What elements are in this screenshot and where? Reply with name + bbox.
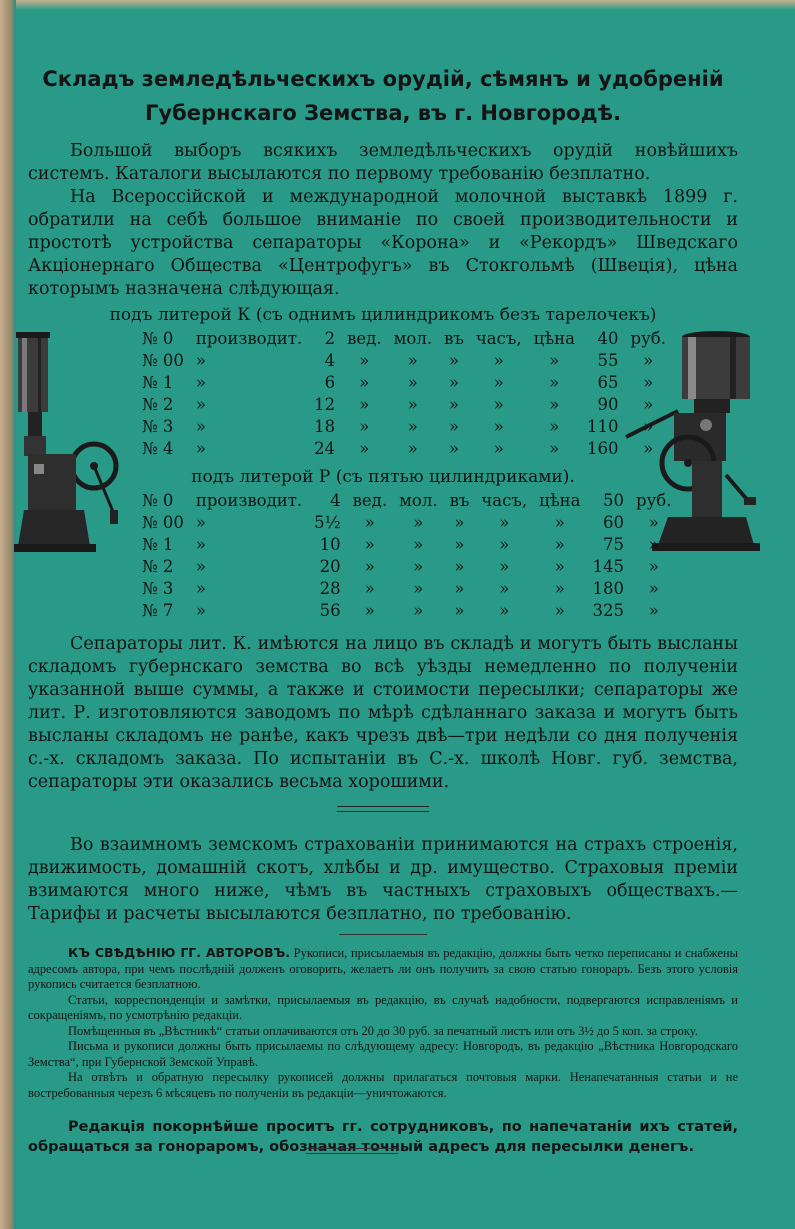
price-row	[136, 511, 677, 533]
price-row	[136, 393, 672, 415]
price-cell-a: »	[195, 350, 206, 370]
price-cell-price: 110	[587, 416, 619, 436]
price-cell-u4: »	[493, 438, 504, 458]
price-cell-u4: »	[493, 394, 504, 414]
price-cell-a: »	[195, 578, 206, 598]
authors-p5: На отвѣтъ и обратную пересылку рукописей должны прилагаться почтовыя марки. Ненапечатанныя статьи и не востребованныя черезъ 6 мѣсяцевъ по полученіи въ редакціи—уничтожаются.	[28, 1070, 738, 1100]
price-cell-u2: »	[407, 372, 418, 392]
price-cell-price: 160	[587, 438, 619, 458]
price-cell-u5: »	[554, 534, 565, 554]
price-cell-price: 55	[597, 350, 619, 370]
price-cell-no: № 3	[142, 578, 174, 598]
price-cell-price: 145	[592, 556, 625, 576]
price-cell-u4: »	[493, 350, 504, 370]
price-cell-u3: »	[454, 512, 465, 532]
price-cell-u3: »	[448, 438, 460, 458]
price-cell-u3: »	[454, 534, 465, 554]
price-cell-u5: »	[549, 372, 560, 392]
price-cell-a: »	[195, 372, 206, 392]
page-content	[28, 62, 738, 1157]
price-cell-cur: »	[643, 438, 654, 458]
price-cell-u4: часъ,	[475, 328, 522, 348]
price-cell-cur: »	[648, 578, 659, 598]
price-cell-no: № 3	[142, 416, 174, 436]
price-cell-u5: цѣна	[539, 490, 581, 510]
price-cell-u1: »	[364, 600, 375, 620]
insurance-paragraph: Во взаимномъ земскомъ страхованіи принимаются на страхъ строенія, движимость, домашній скотъ, хлѣбы и др. имущество. Страховыя преміи взимаются много ниже, чѣмъ въ частныхъ страховыхъ обществахъ.—Тарифы и расчеты высылаются безплатно, по требованію.	[28, 835, 738, 924]
price-cell-u1: »	[359, 372, 370, 392]
price-cell-u4: »	[499, 578, 510, 598]
price-cell-u1: »	[364, 534, 375, 554]
price-cell-cur: руб.	[636, 490, 672, 510]
authors-lead: КЪ СВѢДѢНІЮ ГГ. АВТОРОВЪ.	[68, 945, 291, 960]
price-cell-u3: въ	[444, 328, 464, 348]
price-cell-no: № 7	[142, 600, 174, 620]
price-cell-a: »	[195, 556, 206, 576]
price-cell-u4: »	[499, 534, 510, 554]
price-row	[136, 489, 677, 511]
bottom-rule	[306, 1148, 398, 1154]
price-cell-no: № 2	[142, 556, 174, 576]
page-binding-edge	[0, 0, 16, 1229]
price-cell-no: № 4	[142, 438, 174, 458]
price-cell-u1: »	[364, 512, 375, 532]
price-row	[136, 415, 672, 437]
price-cell-u4: »	[499, 600, 510, 620]
price-cell-a: »	[195, 394, 206, 414]
price-cell-u4: »	[499, 556, 510, 576]
price-cell-price: 60	[603, 512, 625, 532]
price-table-p	[136, 489, 677, 621]
price-cell-u4: часъ,	[481, 490, 528, 510]
price-cell-u2: мол.	[393, 328, 433, 348]
price-cell-u1: »	[364, 556, 375, 576]
closing-notice: Редакція покорнѣйше проситъ гг. сотрудниковъ, по напечатаніи ихъ статей, обращаться за гонораромъ, обозначая точный адресъ для пересылки денегъ.	[28, 1119, 738, 1155]
price-cell-a: »	[195, 416, 206, 436]
price-cell-cur: »	[648, 556, 659, 576]
price-cell-u3: »	[454, 600, 465, 620]
price-cell-v: 56	[319, 600, 341, 620]
price-cell-cur: »	[643, 416, 654, 436]
page-title: Складъ земледѣльческихъ орудій, сѣмянъ и удобреній Губернскаго Земства, въ г. Новгородѣ.	[42, 67, 724, 125]
price-cell-price: 325	[592, 600, 625, 620]
price-cell-price: 90	[597, 394, 619, 414]
price-cell-price: 40	[597, 328, 619, 348]
price-cell-cur: »	[643, 394, 654, 414]
price-row	[136, 371, 672, 393]
price-row	[136, 437, 672, 459]
price-cell-u1: »	[364, 578, 375, 598]
price-cell-u5: »	[549, 350, 560, 370]
price-cell-u1: вед.	[352, 490, 388, 510]
price-cell-u4: »	[493, 372, 504, 392]
price-cell-cur: »	[643, 372, 654, 392]
price-table-k	[136, 327, 672, 459]
price-cell-u2: »	[407, 416, 418, 436]
authors-p1: Рукописи, присылаемыя въ редакцію, должны быть четко переписаны и снабжены адресомъ автора, при чемъ послѣдній долженъ оговорить, желаетъ ли онъ получить за свою статью гонораръ. Безъ этого условія рукопись считается безплатною.	[28, 946, 739, 991]
price-cell-price: 180	[592, 578, 625, 598]
price-cell-cur: »	[648, 600, 659, 620]
price-cell-no: № 0	[142, 490, 174, 510]
price-cell-no: № 1	[142, 534, 174, 554]
authors-p3: Помѣщенныя въ „Вѣстникѣ“ статьи оплачиваются отъ 20 до 30 руб. за печатный листъ или отъ 3½ до 5 коп. за строку.	[68, 1023, 698, 1038]
price-cell-v: 5½	[314, 512, 341, 532]
price-cell-price: 50	[603, 490, 625, 510]
price-cell-u1: »	[359, 394, 370, 414]
price-cell-u5: »	[554, 578, 565, 598]
price-cell-cur: »	[648, 534, 659, 554]
price-cell-price: 75	[603, 534, 625, 554]
price-cell-v: 20	[319, 556, 341, 576]
price-cell-a: »	[195, 534, 206, 554]
price-cell-u1: »	[359, 350, 370, 370]
section-divider	[337, 806, 429, 812]
intro-paragraph: Большой выборъ всякихъ земледѣльческихъ орудій новѣйшихъ системъ. Каталоги высылаются по первому требованію безплатно.	[28, 141, 738, 184]
price-cell-u4: »	[493, 416, 504, 436]
price-cell-no: № 00	[142, 512, 184, 532]
price-cell-u5: »	[549, 394, 560, 414]
price-cell-v: 6	[324, 372, 336, 392]
price-cell-u3: въ	[449, 490, 470, 510]
authors-notice	[28, 945, 738, 1101]
price-cell-u2: мол.	[399, 490, 438, 510]
price-cell-u2: »	[413, 600, 424, 620]
authors-p2: Статьи, корреспонденціи и замѣтки, присылаемыя въ редакцію, въ случаѣ надобности, подвергаются исправленіямъ и сокращеніямъ, по усмотрѣнію редакціи.	[28, 992, 738, 1022]
price-cell-u3: »	[448, 394, 460, 414]
price-cell-u5: »	[554, 600, 565, 620]
price-cell-no: № 0	[142, 328, 174, 348]
short-rule	[339, 934, 427, 935]
exhibition-paragraph: На Всероссійской и международной молочной выставкѣ 1899 г. обратили на себѣ большое вниманіе по своей производительности и простотѣ устройства сепараторы «Корона» и «Рекордъ» Шведскаго Акціонернаго Общества «Центрофугъ» въ Стокгольмѣ (Швеція), цѣна которымъ назначена слѣдующая.	[28, 187, 738, 299]
price-cell-u3: »	[454, 578, 465, 598]
price-cell-v: 2	[324, 328, 336, 348]
price-cell-v: 18	[314, 416, 336, 436]
page-top-edge	[0, 0, 795, 10]
price-cell-u2: »	[413, 534, 424, 554]
price-cell-cur: руб.	[630, 328, 666, 348]
price-cell-v: 10	[319, 534, 341, 554]
price-cell-no: № 1	[142, 372, 174, 392]
price-cell-u2: »	[413, 578, 424, 598]
price-cell-a: »	[195, 512, 206, 532]
price-cell-price: 65	[597, 372, 619, 392]
price-cell-a: »	[195, 600, 206, 620]
price-cell-no: № 2	[142, 394, 174, 414]
price-cell-cur: »	[648, 512, 659, 532]
price-row	[136, 555, 677, 577]
price-cell-u5: »	[549, 438, 560, 458]
price-cell-a: производит.	[195, 490, 303, 510]
price-cell-u2: »	[407, 394, 418, 414]
price-cell-a: производит.	[195, 328, 303, 348]
group-k-header: подъ литерой К (съ однимъ цилиндрикомъ безъ тарелочекъ)	[109, 305, 657, 325]
price-row	[136, 349, 672, 371]
price-cell-v: 28	[319, 578, 341, 598]
price-cell-u3: »	[448, 350, 460, 370]
price-cell-u5: »	[554, 556, 565, 576]
price-cell-v: 4	[330, 490, 341, 510]
price-cell-u2: »	[407, 350, 418, 370]
price-cell-u5: цѣна	[533, 328, 576, 348]
price-row	[136, 599, 677, 621]
price-cell-u4: »	[499, 512, 510, 532]
price-cell-v: 24	[314, 438, 336, 458]
price-cell-u1: вед.	[347, 328, 382, 348]
price-cell-u3: »	[448, 372, 460, 392]
price-cell-u5: »	[549, 416, 560, 436]
price-cell-u2: »	[413, 556, 424, 576]
price-cell-v: 4	[324, 350, 336, 370]
price-row	[136, 327, 672, 349]
authors-p4: Письма и рукописи должны быть присылаемы по слѣдующему адресу: Новгородъ, въ редакцію „Вѣстника Новгородскаго Земства“, при Губернской Земской Управѣ.	[28, 1039, 738, 1069]
price-cell-u2: »	[413, 512, 424, 532]
price-cell-u3: »	[448, 416, 460, 436]
price-cell-cur: »	[643, 350, 654, 370]
price-row	[136, 577, 677, 599]
price-cell-v: 12	[314, 394, 336, 414]
price-row	[136, 533, 677, 555]
group-p-header: подъ литерой Р (съ пятью цилиндриками).	[191, 467, 575, 487]
price-cell-u1: »	[359, 438, 370, 458]
price-cell-u5: »	[554, 512, 565, 532]
price-cell-no: № 00	[142, 350, 184, 370]
separators-note: Сепараторы лит. К. имѣются на лицо въ складѣ и могутъ быть высланы складомъ губернскаго земства во всѣ уѣзды немедленно по полученіи указанной выше суммы, а также и стоимости пересылки; сепараторы же лит. Р. изготовляются заводомъ по мѣрѣ сдѣланнаго заказа и могутъ быть высланы складомъ не ранѣе, какъ чрезъ двѣ—три недѣли со дня полученія с.-х. складомъ заказа. По испытаніи въ С.-х. школѣ Новг. губ. земства, сепараторы эти оказались весьма хорошими.	[28, 634, 738, 792]
price-cell-a: »	[195, 438, 206, 458]
price-cell-u1: »	[359, 416, 370, 436]
price-cell-u2: »	[407, 438, 418, 458]
price-cell-u3: »	[454, 556, 465, 576]
